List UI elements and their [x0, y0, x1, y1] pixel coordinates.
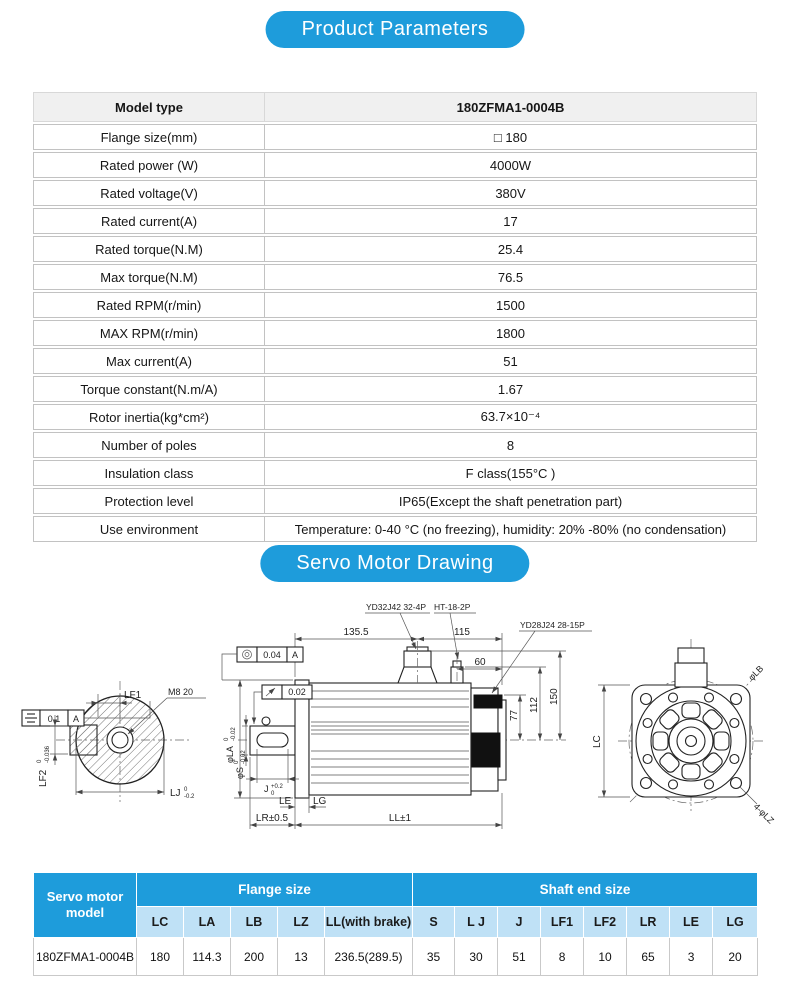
dim-value: 200 [231, 938, 278, 976]
dim-value: 20 [713, 938, 758, 976]
spec-value: 1500 [264, 292, 757, 318]
spec-label: Max torque(N.M) [33, 264, 264, 290]
svg-text:A: A [291, 650, 299, 660]
col-header: LZ [278, 907, 325, 938]
svg-text:-0.02: -0.02 [231, 727, 237, 741]
lf2-dim-label [37, 745, 51, 787]
encoder-connector-block [474, 695, 502, 708]
spec-row [33, 180, 757, 206]
dimension-table [33, 872, 758, 976]
le-label: LE [279, 796, 292, 807]
svg-text:0: 0 [37, 759, 43, 763]
ll-label: LL±1 [388, 813, 412, 824]
dim-77: 77 [509, 709, 520, 721]
dim-112: 112 [529, 697, 540, 713]
dim-value: 8 [541, 938, 584, 976]
spec-value: 4000W [264, 152, 757, 178]
svg-text:0.1: 0.1 [47, 714, 61, 724]
svg-text:0.04: 0.04 [263, 650, 281, 660]
spec-row [33, 292, 757, 318]
dim-value: 30 [455, 938, 498, 976]
spec-label: Max current(A) [33, 348, 264, 374]
spec-label: Rated power (W) [33, 152, 264, 178]
svg-text:LJ: LJ [170, 788, 181, 799]
col-header: LE [670, 907, 713, 938]
dim-value: 65 [627, 938, 670, 976]
spec-row [33, 236, 757, 262]
svg-text:φLA: φLA [225, 746, 235, 763]
spec-row [33, 404, 757, 430]
svg-text:-0.02: -0.02 [241, 750, 247, 764]
dim-data-row [34, 938, 758, 976]
svg-text:0: 0 [184, 787, 188, 793]
phi-lb-label: φLB [746, 663, 766, 683]
phi-s-label [234, 750, 247, 779]
svg-text:+0.2: +0.2 [271, 784, 283, 790]
col-header: J [498, 907, 541, 938]
spec-label: Insulation class [33, 460, 264, 486]
shaft-end-view [22, 681, 206, 802]
servo-motor-model-header: Servo motor model [34, 873, 137, 938]
servo-motor-drawing-title: Servo Motor Drawing [260, 545, 529, 582]
spec-row [33, 152, 757, 178]
motor-side-view [222, 602, 592, 829]
spec-label: Flange size(mm) [33, 124, 264, 150]
flange-size-group-header: Flange size [137, 873, 413, 907]
col-header: LG [713, 907, 758, 938]
spec-row [33, 460, 757, 486]
spec-row [33, 320, 757, 346]
col-header: LR [627, 907, 670, 938]
svg-text:A: A [72, 714, 80, 724]
dim-group-row [34, 873, 758, 907]
dim-150: 150 [549, 688, 560, 705]
spec-row [33, 124, 757, 150]
spec-value: 63.7×10⁻⁴ [264, 404, 757, 430]
bolt-holes-label: 4-φLZ [751, 801, 776, 826]
spec-row [33, 488, 757, 514]
spec-label: Torque constant(N.m/A) [33, 376, 264, 402]
col-header: LF1 [541, 907, 584, 938]
col-header: L J [455, 907, 498, 938]
concentricity-frame [222, 647, 303, 680]
spec-row [33, 432, 757, 458]
dim-value: 51 [498, 938, 541, 976]
spec-label: Protection level [33, 488, 264, 514]
spec-label: Rated RPM(r/min) [33, 292, 264, 318]
product-parameters-title: Product Parameters [266, 11, 525, 48]
spec-label: Rated torque(N.M) [33, 236, 264, 262]
dim-135: 135.5 [343, 627, 369, 638]
spec-label: Rated current(A) [33, 208, 264, 234]
spec-value: 380V [264, 180, 757, 206]
spec-header-row [33, 92, 757, 122]
dim-value: 114.3 [184, 938, 231, 976]
spec-label: Rotor inertia(kg*cm²) [33, 404, 264, 430]
spec-label: Use environment [33, 516, 264, 542]
lf1-label: LF1 [124, 690, 142, 701]
power-connector-block [472, 733, 500, 767]
spec-value: □ 180 [264, 124, 757, 150]
spec-header-value: 180ZFMA1-0004B [264, 92, 757, 122]
spec-header-label: Model type [33, 92, 264, 122]
dim-value: 10 [584, 938, 627, 976]
spec-value: 76.5 [264, 264, 757, 290]
svg-text:LF2: LF2 [38, 769, 49, 787]
spec-label: Rated voltage(V) [33, 180, 264, 206]
product-parameters-table [33, 90, 757, 544]
dim-115: 115 [454, 627, 470, 638]
lg-label: LG [313, 796, 327, 807]
spec-value: 8 [264, 432, 757, 458]
spec-row [33, 348, 757, 374]
spec-value: IP65(Except the shaft penetration part) [264, 488, 757, 514]
lc-label: LC [592, 735, 603, 748]
dim-60: 60 [474, 657, 486, 668]
thread-callout: M8 20 [168, 687, 194, 697]
spec-value: 25.4 [264, 236, 757, 262]
spec-value: 17 [264, 208, 757, 234]
spec-row [33, 264, 757, 290]
svg-text:-0.2: -0.2 [184, 794, 195, 800]
dim-value: 13 [278, 938, 325, 976]
dim-value: 180 [137, 938, 184, 976]
phi-la-label [224, 727, 237, 763]
col-header: LB [231, 907, 278, 938]
spec-value: 1800 [264, 320, 757, 346]
col-header: LF2 [584, 907, 627, 938]
svg-text:0: 0 [234, 760, 240, 764]
svg-text:0: 0 [224, 737, 230, 741]
servo-motor-drawing [0, 595, 790, 865]
lr-label: LR±0.5 [255, 813, 289, 824]
spec-value: F class(155°C ) [264, 460, 757, 486]
brake-connector-callout: HT-18-2P [434, 602, 471, 612]
encoder-connector-callout: YD28J24 28-15P [520, 620, 585, 630]
spec-label: Number of poles [33, 432, 264, 458]
svg-text:J: J [264, 784, 269, 794]
svg-text:-0.036: -0.036 [45, 745, 51, 763]
spec-value: 51 [264, 348, 757, 374]
power-connector-callout: YD32J42 32-4P [366, 602, 427, 612]
spec-label: MAX RPM(r/min) [33, 320, 264, 346]
model-value: 180ZFMA1-0004B [34, 938, 137, 976]
shaft-end-size-group-header: Shaft end size [413, 873, 758, 907]
spec-value: Temperature: 0-40 °C (no freezing), humidity: 20% -80% (no condensation) [264, 516, 757, 542]
col-header: LL(with brake) [325, 907, 413, 938]
spec-row [33, 208, 757, 234]
spec-value: 1.67 [264, 376, 757, 402]
spec-row [33, 376, 757, 402]
dim-value: 3 [670, 938, 713, 976]
dim-value: 35 [413, 938, 455, 976]
col-header: LC [137, 907, 184, 938]
flange-front-view [592, 639, 776, 826]
col-header: S [413, 907, 455, 938]
dim-subheader-row [34, 907, 758, 938]
svg-text:0: 0 [271, 791, 275, 797]
svg-text:φS: φS [235, 767, 245, 779]
spec-row [33, 516, 757, 542]
col-header: LA [184, 907, 231, 938]
lj-dim-label [170, 787, 195, 800]
svg-text:0.02: 0.02 [288, 687, 306, 697]
dim-value: 236.5(289.5) [325, 938, 413, 976]
